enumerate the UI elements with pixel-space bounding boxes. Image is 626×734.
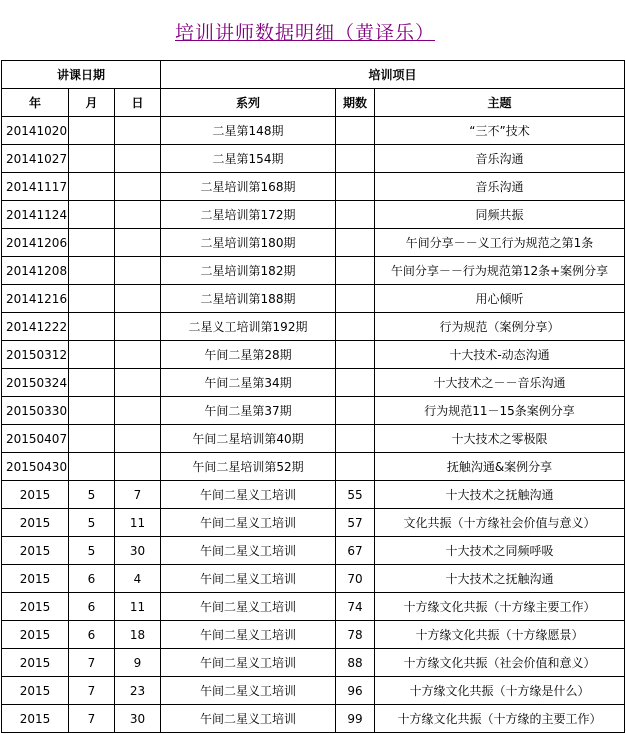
cell-day	[115, 369, 161, 397]
cell-day: 30	[115, 705, 161, 733]
table-row	[2, 173, 625, 201]
column-header-month: 月	[69, 89, 115, 117]
cell-day	[115, 257, 161, 285]
cell-day	[115, 285, 161, 313]
cell-issue: 96	[336, 677, 375, 705]
cell-day	[115, 145, 161, 173]
cell-issue: 74	[336, 593, 375, 621]
cell-month	[69, 257, 115, 285]
table-row	[2, 201, 625, 229]
cell-topic: 音乐沟通	[375, 145, 625, 173]
cell-topic: 十大技术之－－音乐沟通	[375, 369, 625, 397]
cell-year: 20141222	[2, 313, 69, 341]
cell-year: 20141020	[2, 117, 69, 145]
cell-year: 20141206	[2, 229, 69, 257]
cell-month	[69, 341, 115, 369]
cell-series: 午间二星义工培训	[161, 621, 336, 649]
table-row	[2, 285, 625, 313]
cell-series: 二星培训第180期	[161, 229, 336, 257]
cell-series: 二星培训第168期	[161, 173, 336, 201]
cell-month	[69, 229, 115, 257]
cell-series: 午间二星义工培训	[161, 705, 336, 733]
cell-topic: 午间分享－－行为规范第12条+案例分享	[375, 257, 625, 285]
cell-day: 4	[115, 565, 161, 593]
cell-day: 11	[115, 509, 161, 537]
cell-year: 2015	[2, 509, 69, 537]
cell-issue: 70	[336, 565, 375, 593]
cell-year: 2015	[2, 705, 69, 733]
cell-day	[115, 201, 161, 229]
cell-issue: 99	[336, 705, 375, 733]
table-row	[2, 565, 625, 593]
page-title: 培训讲师数据明细（黄译乐）	[175, 22, 436, 44]
cell-day	[115, 341, 161, 369]
table-row	[2, 453, 625, 481]
cell-month: 7	[69, 705, 115, 733]
cell-month: 5	[69, 481, 115, 509]
cell-topic: 午间分享－－义工行为规范之第1条	[375, 229, 625, 257]
cell-month	[69, 285, 115, 313]
table-row	[2, 229, 625, 257]
cell-series: 午间二星第28期	[161, 341, 336, 369]
cell-topic: 十方缘文化共振（十方缘主要工作）	[375, 593, 625, 621]
cell-issue	[336, 257, 375, 285]
cell-issue	[336, 285, 375, 313]
cell-series: 二星第148期	[161, 117, 336, 145]
cell-topic: “三不”技术	[375, 117, 625, 145]
cell-topic: 十方缘文化共振（十方缘是什么）	[375, 677, 625, 705]
table-row	[2, 369, 625, 397]
table-row	[2, 257, 625, 285]
cell-issue	[336, 229, 375, 257]
page-title-area	[0, 0, 626, 60]
column-header-row	[2, 89, 625, 117]
group-header-row	[2, 61, 625, 89]
cell-year: 2015	[2, 565, 69, 593]
column-header-issue: 期数	[336, 89, 375, 117]
cell-topic: 用心倾听	[375, 285, 625, 313]
cell-year: 20150312	[2, 341, 69, 369]
cell-issue	[336, 145, 375, 173]
cell-topic: 十方缘文化共振（十方缘愿景）	[375, 621, 625, 649]
cell-topic: 十大技术之零极限	[375, 425, 625, 453]
cell-day: 11	[115, 593, 161, 621]
cell-month: 5	[69, 509, 115, 537]
cell-topic: 十大技术之同频呼吸	[375, 537, 625, 565]
cell-issue: 78	[336, 621, 375, 649]
cell-month	[69, 453, 115, 481]
cell-year: 20150430	[2, 453, 69, 481]
cell-year: 2015	[2, 481, 69, 509]
cell-series: 二星培训第182期	[161, 257, 336, 285]
cell-series: 午间二星第37期	[161, 397, 336, 425]
table-row	[2, 425, 625, 453]
cell-month	[69, 397, 115, 425]
cell-year: 2015	[2, 677, 69, 705]
cell-series: 二星第154期	[161, 145, 336, 173]
cell-day	[115, 117, 161, 145]
cell-month	[69, 313, 115, 341]
cell-day	[115, 453, 161, 481]
cell-topic: 文化共振（十方缘社会价值与意义）	[375, 509, 625, 537]
cell-issue	[336, 369, 375, 397]
cell-topic: 十大技术之抚触沟通	[375, 565, 625, 593]
cell-day: 30	[115, 537, 161, 565]
cell-issue	[336, 397, 375, 425]
cell-topic: 十大技术之抚触沟通	[375, 481, 625, 509]
cell-month	[69, 201, 115, 229]
cell-day	[115, 229, 161, 257]
cell-year: 20141208	[2, 257, 69, 285]
cell-topic: 行为规范11－15条案例分享	[375, 397, 625, 425]
cell-day: 9	[115, 649, 161, 677]
table-row	[2, 145, 625, 173]
cell-month: 6	[69, 593, 115, 621]
cell-issue	[336, 313, 375, 341]
cell-month: 7	[69, 677, 115, 705]
cell-series: 午间二星义工培训	[161, 565, 336, 593]
cell-year: 20141124	[2, 201, 69, 229]
column-header-year: 年	[2, 89, 69, 117]
column-header-topic: 主题	[375, 89, 625, 117]
cell-year: 2015	[2, 593, 69, 621]
cell-issue	[336, 173, 375, 201]
cell-month: 6	[69, 621, 115, 649]
cell-year: 20141216	[2, 285, 69, 313]
cell-issue	[336, 201, 375, 229]
cell-topic: 十方缘文化共振（十方缘的主要工作）	[375, 705, 625, 733]
cell-year: 2015	[2, 649, 69, 677]
table-row	[2, 509, 625, 537]
cell-series: 午间二星义工培训	[161, 677, 336, 705]
cell-series: 午间二星义工培训	[161, 537, 336, 565]
cell-series: 午间二星义工培训	[161, 481, 336, 509]
cell-day	[115, 397, 161, 425]
cell-issue	[336, 425, 375, 453]
table-row	[2, 481, 625, 509]
training-data-table	[1, 60, 625, 733]
cell-topic: 同频共振	[375, 201, 625, 229]
table-row	[2, 397, 625, 425]
column-header-day: 日	[115, 89, 161, 117]
cell-month	[69, 369, 115, 397]
table-row	[2, 593, 625, 621]
cell-topic: 音乐沟通	[375, 173, 625, 201]
cell-day	[115, 425, 161, 453]
cell-topic: 行为规范（案例分享）	[375, 313, 625, 341]
cell-series: 二星培训第188期	[161, 285, 336, 313]
table-row	[2, 621, 625, 649]
cell-issue: 88	[336, 649, 375, 677]
group-header-project: 培训项目	[161, 61, 625, 89]
cell-series: 午间二星培训第40期	[161, 425, 336, 453]
cell-issue	[336, 117, 375, 145]
cell-year: 2015	[2, 621, 69, 649]
cell-topic: 十大技术-动态沟通	[375, 341, 625, 369]
cell-year: 20150324	[2, 369, 69, 397]
table-row	[2, 117, 625, 145]
cell-month	[69, 173, 115, 201]
cell-issue	[336, 341, 375, 369]
cell-issue: 67	[336, 537, 375, 565]
cell-month	[69, 145, 115, 173]
cell-day: 18	[115, 621, 161, 649]
table-row	[2, 677, 625, 705]
cell-day	[115, 173, 161, 201]
cell-year: 2015	[2, 537, 69, 565]
cell-series: 二星义工培训第192期	[161, 313, 336, 341]
column-header-series: 系列	[161, 89, 336, 117]
cell-series: 午间二星第34期	[161, 369, 336, 397]
cell-month	[69, 425, 115, 453]
cell-year: 20141117	[2, 173, 69, 201]
cell-month: 6	[69, 565, 115, 593]
table-row	[2, 341, 625, 369]
cell-series: 午间二星义工培训	[161, 649, 336, 677]
cell-year: 20150330	[2, 397, 69, 425]
group-header-date: 讲课日期	[2, 61, 161, 89]
cell-day: 7	[115, 481, 161, 509]
cell-month	[69, 117, 115, 145]
cell-series: 二星培训第172期	[161, 201, 336, 229]
cell-month: 7	[69, 649, 115, 677]
cell-year: 20141027	[2, 145, 69, 173]
table-row	[2, 705, 625, 733]
cell-day: 23	[115, 677, 161, 705]
cell-topic: 十方缘文化共振（社会价值和意义）	[375, 649, 625, 677]
table-row	[2, 313, 625, 341]
cell-series: 午间二星义工培训	[161, 593, 336, 621]
cell-topic: 抚触沟通&案例分享	[375, 453, 625, 481]
cell-issue	[336, 453, 375, 481]
cell-series: 午间二星培训第52期	[161, 453, 336, 481]
cell-issue: 57	[336, 509, 375, 537]
cell-series: 午间二星义工培训	[161, 509, 336, 537]
cell-month: 5	[69, 537, 115, 565]
cell-day	[115, 313, 161, 341]
table-row	[2, 537, 625, 565]
cell-year: 20150407	[2, 425, 69, 453]
table-row	[2, 649, 625, 677]
cell-issue: 55	[336, 481, 375, 509]
